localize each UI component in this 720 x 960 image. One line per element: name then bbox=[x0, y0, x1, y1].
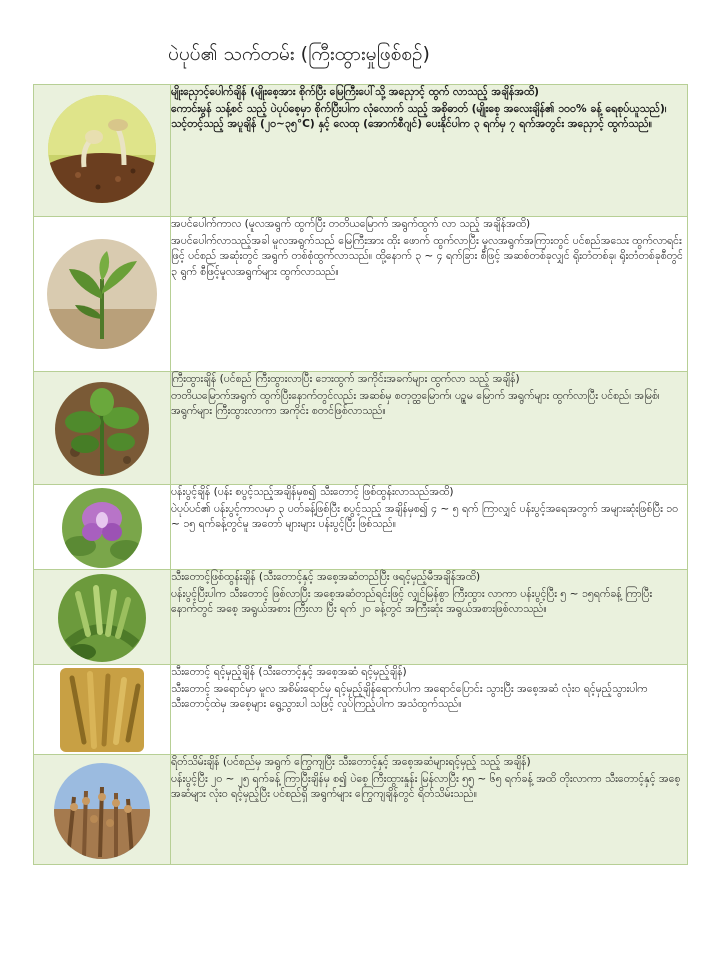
table-row bbox=[34, 755, 688, 865]
stage-text-cell bbox=[171, 372, 688, 485]
green-pods-icon bbox=[58, 574, 146, 662]
image-cell bbox=[34, 217, 171, 372]
germinating-seed-icon bbox=[48, 95, 156, 203]
young-plant-icon bbox=[55, 382, 149, 476]
image-cell bbox=[34, 485, 171, 570]
stage-body: တတိယမြောက်အရွက် ထွက်ပြီးနောက်တွင်လည်း အဆစ်မှ စတုတ္ထမြောက်၊ ပဉ္စမ မြောက် အရွက်များ ထွက်လာပြီး ပင်စည်၊ အမြစ်၊ အရွက်များ ကြီးထွားလာကာ အကိုင်း စတင်ဖြစ်လာသည်။ bbox=[171, 389, 660, 418]
ripening-pods-icon bbox=[60, 668, 144, 752]
table-row bbox=[34, 665, 688, 755]
stage-text-cell bbox=[171, 85, 688, 217]
stage-body: ပန်းပွင့်ပြီး ၂၀ ~ ၂၅ ရက်ခန့် ကြာပြီးချိန်မှ စ၍ ပဲစေ့ ကြီးထွားနှုန်း မြန်လာပြီး ၅၅ ~ ၆၅ ရက်ခန့် အထိ တိုးလာကာ သီးတောင့်နှင့် အစေ့အဆံများ လုံးဝ ရင့်မှည့်ပြီး ပင်စည်ရှိ အရွက်များ ကြွေကျချိန်တွင် ရိတ်သိမ်းသည်။ bbox=[171, 772, 681, 801]
stage-text-cell bbox=[171, 217, 688, 372]
stage-heading: သီးတောင့်ဖြစ်ထွန်းချိန် (သီးတောင့်နှင့် အစေ့အဆံတည်ပြီး ဖရင့်မှည့်မီအချိန်အထိ) bbox=[171, 571, 481, 583]
image-cell bbox=[34, 372, 171, 485]
stage-heading: ပန်းပွင့်ချိန် (ပန်း စပွင့်သည့်အချိန်မှစ၍ သီးတောင့် ဖြစ်ထွန်းလာသည်အထိ) bbox=[171, 486, 454, 498]
table-row bbox=[34, 372, 688, 485]
stage-body: သီးတောင့် အရောင်မှာ မူလ အစိမ်းရောင်မှ ရင့်မှည့်ချိန်ရောက်ပါက အရောင်ပြောင်း သွားပြီး အစေ့အဆံ လုံးဝ ရင့်မှည့်သွားပါက သီးတောင့်ထဲမှ အစေ့များ ရွေ့သွားပါ သဖြင့် လှုပ်ကြည့်ပါက အသံထွက်သည်။ bbox=[171, 682, 648, 711]
page-title: ပဲပုပ်၏ သက်တမ်း (ကြီးထွားမှုဖြစ်စဉ်) bbox=[168, 43, 430, 65]
stage-heading: သီးတောင့် ရင့်မှည့်ချိန် (သီးတောင့်နှင့် အစေ့အဆံ ရင့်မှည့်ချိန်) bbox=[171, 666, 407, 678]
growth-stages-table bbox=[33, 84, 688, 865]
stage-body: ကောင်းမွန် သန့်စင် သည့် ပဲပုပ်စေ့မှာ စိုက်ပြီးပါက လုံလောက် သည့် အစိုဓာတ် (မျိုးစေ့ အလေးချိန်၏ ၁၀၀% ခန့် ရေစုပ်ယူသည်)၊ သင့်တင့်သည့် အပူချိန် (၂၀~၃၅°C) နှင့် လေထု (အောက်စီဂျင်) ပေးနိုင်ပါက ၃ ရက်မှ ၇ ရက်အတွင်း အညှောင့် ထွက်သည်။ bbox=[171, 102, 667, 131]
dry-harvest-icon bbox=[54, 763, 150, 859]
stage-body: ပဲပုပ်ပင်၏ ပန်းပွင့်ကာလမှာ ၃ ပတ်ခန့်ဖြစ်ပြီး စပွင့်သည့် အချိန်မှစ၍ ၄ ~ ၅ ရက် ကြာလျှင် ပန်းပွင့်အရေအတွက် အများဆုံးဖြစ်ပြီး ၁၀ ~ ၁၅ ရက်ခန့်တွင်မူ အတော် များများ ပန်းပွင့်ပြီး ဖြစ်သည်။ bbox=[171, 502, 679, 531]
image-cell bbox=[34, 755, 171, 865]
stage-body: ပန်းပွင့်ပြီးပါက သီးတောင့် ဖြစ်လာပြီး အစေ့အဆံတည်ရင်းဖြင့် လျှင်မြန်စွာ ကြီးထွား လာကာ ပန်းပွင့်ပြီး ၅ ~ ၁၅ရက်ခန့် ကြာပြီးနောက်တွင် အစေ့ အရွယ်အစား ကြီးလာ ပြီး ရက် ၂၀ ခန့်တွင် အကြီးဆုံး အရွယ်အစားဖြစ်လာသည်။ bbox=[171, 587, 653, 616]
table-row bbox=[34, 85, 688, 217]
stage-text-cell bbox=[171, 665, 688, 755]
stage-heading: ကြီးထွားချိန် (ပင်စည် ကြီးထွားလာပြီး ဘေးထွက် အကိုင်းအခက်များ ထွက်လာ သည့် အချိန်) bbox=[171, 373, 520, 385]
table-row bbox=[34, 485, 688, 570]
stage-heading: မျိုးညှောင့်ပေါက်ချိန် (မျိုးစေ့အား စိုက်ပြီး မြေကြီးပေါ်သို့ အညှောင့် ထွက် လာသည့် အချိန်အထိ) bbox=[171, 86, 540, 98]
purple-flower-icon bbox=[62, 488, 142, 568]
seedling-icon bbox=[47, 239, 157, 349]
table-row bbox=[34, 570, 688, 665]
stage-body: အပင်ပေါက်လာသည့်အခါ မူလအရွက်သည် မြေကြီးအား ထိုး ဖောက် ထွက်လာပြီး မူလအရွက်အကြားတွင် ပင်စည်အသေး ထွက်လာရင်းဖြင့် ပင်စည် အဆုံးတွင် အရွက် တစ်စုံထွက်လာသည်။ ထို့နောက် ၃ ~ ၄ ရက်ခြား စီဖြင့် အဆစ်တစ်ခုလျှင် ရိုးတံတစ်ခု၊ ရိုးတံတစ်ခုစီတွင် ၃ ရွက် စီဖြင့်မူလအရွက်များ ထွက်လာသည်။ bbox=[171, 234, 683, 278]
stage-heading: ရိတ်သိမ်းချိန် (ပင်စည်မှ အရွက် ကြွေကျပြီး သီးတောင့်နှင့် အစေ့အဆံများရင့်မှည့် သည့် အချိန်) bbox=[171, 756, 531, 768]
image-cell bbox=[34, 570, 171, 665]
stage-heading: အပင်ပေါက်ကာလ (မူလအရွက် ထွက်ပြီး တတိယမြောက် အရွက်ထွက် လာ သည့် အချိန်အထိ) bbox=[171, 218, 531, 230]
image-cell bbox=[34, 85, 171, 217]
stage-text-cell bbox=[171, 570, 688, 665]
stage-text-cell bbox=[171, 755, 688, 865]
table-row bbox=[34, 217, 688, 372]
stage-text-cell bbox=[171, 485, 688, 570]
image-cell bbox=[34, 665, 171, 755]
